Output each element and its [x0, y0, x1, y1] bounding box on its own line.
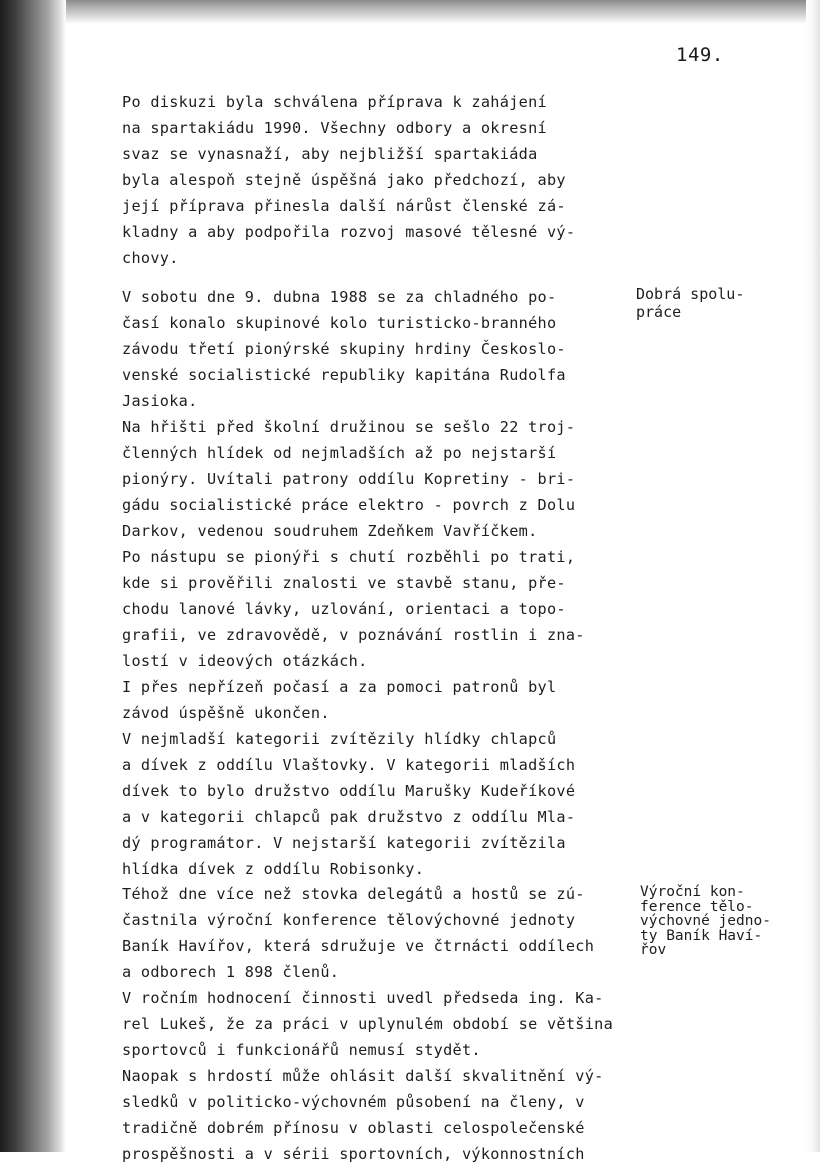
text-line: kde si prověřili znalosti ve stavbě stanu, pře- — [122, 574, 566, 592]
margin-note-line: Výroční kon- — [640, 884, 745, 900]
text-line: V nejmladší kategorii zvítězily hlídky chlapců — [122, 730, 557, 748]
text-line: hlídka dívek z oddílu Robisonky. — [122, 860, 425, 878]
text-line: I přes nepřízeň počasí a za pomoci patronů byl — [122, 678, 557, 696]
text-line: sledků v politicko-výchovném působení na členy, v — [122, 1093, 585, 1111]
text-line: závod úspěšně ukončen. — [122, 704, 330, 722]
text-line: V sobotu dne 9. dubna 1988 se za chladného po- — [122, 288, 557, 306]
text-line: grafii, ve zdravovědě, v poznávání rostlin i zna- — [122, 626, 585, 644]
margin-note-line: ference tělo- — [640, 898, 754, 915]
text-line: chovy. — [122, 249, 179, 267]
paragraph-pioneer-race — [122, 284, 627, 882]
text-line: sportovců i funkcionářů nemusí stydět. — [122, 1041, 481, 1059]
text-line: tradičně dobrém přínosu v oblasti celospolečenské — [122, 1119, 585, 1137]
text-line: na spartakiádu 1990. Všechny odbory a okresní — [122, 119, 547, 137]
text-line: prospěšnosti a v sérii sportovních, výkonnostních — [122, 1145, 585, 1163]
paragraph-spartakiada — [122, 89, 622, 271]
text-line: chodu lanové lávky, uzlování, orientaci a topo- — [122, 600, 566, 618]
margin-note-line: práce — [636, 303, 682, 321]
text-line: její příprava přinesla další nárůst členské zá- — [122, 197, 566, 215]
text-line: V ročním hodnocení činnosti uvedl předseda ing. Ka- — [122, 989, 604, 1007]
book-binding-shadow — [0, 0, 66, 1152]
text-line: a dívek z oddílu Vlaštovky. V kategorii mladších — [122, 756, 576, 774]
right-edge-shadow — [806, 0, 820, 1152]
text-line: byla alespoň stejně úspěšná jako předchozí, aby — [122, 171, 566, 189]
text-line: Téhož dne více než stovka delegátů a hostů se zú- — [122, 885, 585, 903]
text-line: Naopak s hrdostí může ohlásit další skvalitnění vý- — [122, 1067, 604, 1085]
text-line: svaz se vynasnaží, aby nejbližší spartakiáda — [122, 145, 538, 163]
page-number: 149. — [676, 44, 724, 66]
text-line: gádu socialistické práce elektro - povrch z Dolu — [122, 496, 576, 514]
text-line: závodu třetí pionýrské skupiny hrdiny Českoslo- — [122, 340, 566, 358]
margin-note-cooperation — [636, 285, 744, 321]
text-line: častnila výroční konference tělovýchovné jednoty — [122, 911, 576, 929]
text-line: časí konalo skupinové kolo turisticko-branného — [122, 314, 557, 332]
text-line: a odborech 1 898 členů. — [122, 963, 340, 981]
text-line: dívek to bylo družstvo oddílu Marušky Kudeříkové — [122, 782, 576, 800]
margin-note-line: řov — [640, 942, 667, 958]
margin-note-line: výchovné jedno- — [640, 913, 771, 929]
margin-note-conference — [640, 885, 771, 958]
text-line: Jasioka. — [122, 392, 198, 410]
text-line: členných hlídek od nejmladších až po nejstarší — [122, 444, 557, 462]
text-line: venské socialistické republiky kapitána Rudolfa — [122, 366, 566, 384]
text-line: lostí v ideových otázkách. — [122, 652, 368, 670]
text-line: pionýry. Uvítali patrony oddílu Kopretiny - bri- — [122, 470, 576, 488]
text-line: kladny a aby podpořila rozvoj masové tělesné vý- — [122, 223, 576, 241]
text-line: dý programátor. V nejstarší kategorii zvítězila — [122, 834, 566, 852]
text-line: Darkov, vedenou soudruhem Zdeňkem Vavříčkem. — [122, 522, 538, 540]
text-line: Na hřišti před školní družinou se sešlo 22 troj- — [122, 418, 576, 436]
margin-note-line: Dobrá spolu- — [636, 285, 745, 303]
paragraph-annual-conference — [122, 881, 642, 1167]
text-line: Po diskuzi byla schválena příprava k zahájení — [122, 93, 547, 111]
text-line: rel Lukeš, že za práci v uplynulém období se většina — [122, 1015, 614, 1033]
text-line: Baník Havířov, která sdružuje ve čtrnácti oddílech — [122, 937, 595, 955]
margin-note-line: ty Baník Haví- — [640, 927, 763, 944]
text-line: Po nástupu se pionýři s chutí rozběhli po trati, — [122, 548, 576, 566]
top-edge-shadow — [66, 0, 820, 24]
text-line: a v kategorii chlapců pak družstvo z oddílu Mla- — [122, 808, 576, 826]
